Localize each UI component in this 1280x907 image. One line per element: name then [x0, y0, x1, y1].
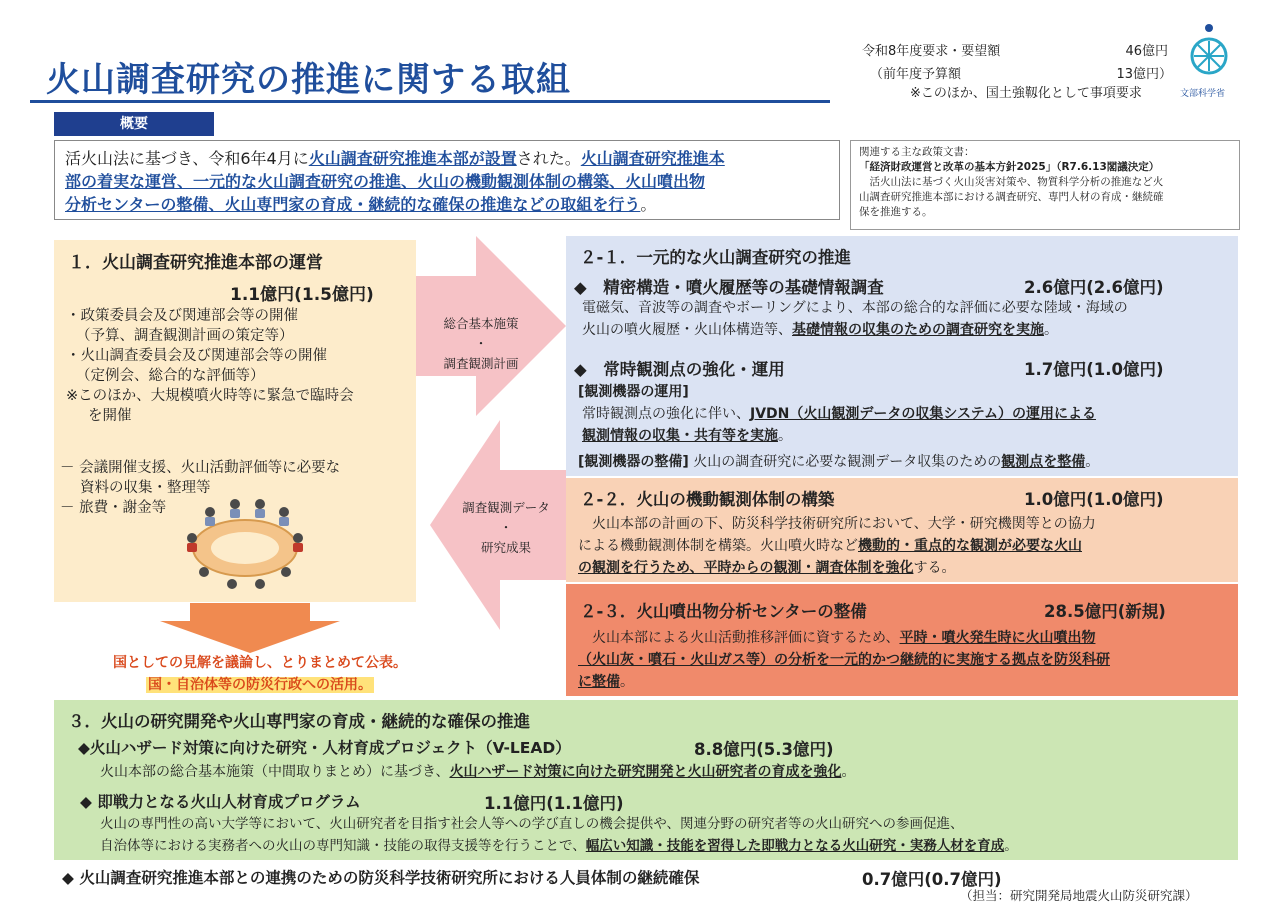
- overview-text: 。: [640, 195, 657, 214]
- body-text: 常時観測点の強化に伴い、: [582, 406, 750, 422]
- section-2-1-item-a-amount: 2.6億円(2.6億円): [1024, 278, 1164, 297]
- arrow-left-label: [446, 498, 566, 558]
- emphasis-text: に整備: [578, 674, 620, 690]
- budget-note: ※このほか、国土強靱化として事項要求: [910, 86, 1142, 101]
- emphasis-text: 観測点を整備: [1001, 454, 1086, 470]
- body-text: 。: [778, 428, 792, 444]
- section-3-item-a-amount: 8.8億円(5.3億円): [694, 740, 834, 759]
- arrow-right-line: 調査観測計画: [443, 356, 519, 371]
- section-3-heading: ３．火山の研究開発や火山専門家の育成・継続的な確保の推進: [68, 712, 530, 731]
- logo-text: 文部科学省: [1180, 89, 1226, 99]
- emphasis-text: 幅広い知識・技能を習得した即戦力となる火山研究・実務人材を育成: [585, 838, 1005, 854]
- section-2-1-heading: ２-１．一元的な火山調査研究の推進: [580, 248, 851, 267]
- overview-highlight: 部の着実な運営、一元的な火山調査研究の推進、火山の機動観測体制の構築、火山噴出物: [65, 172, 706, 191]
- section-1-dash-line: － 旅費・謝金等: [60, 500, 167, 516]
- overview-text: 活火山法に基づき、令和6年4月に: [65, 149, 309, 168]
- budget-request-label: 令和8年度要求・要望額: [862, 44, 1001, 59]
- section-2-2-text: 火山本部の計画の下、防災科学技術研究所において、大学・研究機関等との協力: [592, 516, 1096, 532]
- section-2-1-sub-2: [578, 452, 1099, 472]
- policy-document-box: [850, 140, 1240, 230]
- body-text: 。: [1004, 838, 1018, 854]
- section-2-1-item-b-amount: 1.7億円(1.0億円): [1024, 360, 1164, 379]
- overview-highlight: 火山調査研究推進本: [580, 149, 725, 168]
- section-3-item-a-text: [100, 762, 855, 782]
- conclusion-line-2: 国・自治体等の防災行政への活用。: [148, 677, 372, 693]
- conclusion-line-1: 国としての見解を議論し、とりまとめて公表。: [113, 655, 407, 671]
- section-1-dash-line: － 会議開催支援、火山活動評価等に必要な: [60, 460, 341, 476]
- section-1-line: ※このほか、大規模噴火時等に緊急で臨時会: [66, 388, 354, 404]
- page-title: 火山調査研究の推進に関する取組: [46, 60, 571, 100]
- body-text: 。: [1044, 322, 1058, 338]
- body-text: 火山の調査研究に必要な観測データ収集のための: [693, 454, 1002, 470]
- overview-highlight: 火山調査研究推進本部が設置: [308, 149, 517, 168]
- footer-amount: 0.7億円(0.7億円): [862, 870, 1002, 889]
- section-2-3-heading: ２-３．火山噴出物分析センターの整備: [580, 602, 867, 621]
- conclusion-text: [60, 652, 460, 696]
- arrow-right-label: [416, 314, 546, 374]
- meeting-people-icon: [180, 490, 310, 595]
- body-text: 。: [620, 674, 634, 690]
- emphasis-text: 火山ハザード対策に向けた研究開発と火山研究者の育成を強化: [449, 764, 842, 780]
- section-3-item-b-amount: 1.1億円(1.1億円): [484, 794, 624, 813]
- section-3-item-b-text: [100, 836, 1018, 856]
- emphasis-text: の観測を行うため、平時からの観測・調査体制を強化: [578, 560, 914, 576]
- body-text: 火山本部による火山活動推移評価に資するため、: [592, 630, 900, 646]
- section-1-line: （予算、調査観測計画の策定等）: [76, 328, 294, 344]
- arrow-left-line: ・: [499, 520, 513, 535]
- budget-previous-amount: 13億円）: [1116, 67, 1172, 82]
- body-text: 火山本部の総合基本施策（中間取りまとめ）に基づき、: [100, 764, 450, 780]
- body-text: 。: [1085, 454, 1100, 470]
- section-2-1-sub-1: [観測機器の運用]: [578, 384, 689, 400]
- section-1-amount: 1.1億円(1.5億円): [230, 285, 374, 305]
- overview-highlight: 分析センターの整備、火山専門家の育成・継続的な確保の推進などの取組を行う: [65, 195, 641, 214]
- emphasis-text: 基礎情報の収集のための調査研究を実施: [792, 322, 1044, 338]
- section-3-item-b-title: ◆ 即戦力となる火山人材育成プログラム: [80, 793, 361, 811]
- arrow-right-line: ・: [474, 336, 488, 351]
- policy-line: 山調査研究推進本部における調査研究、専門人材の育成・継続確: [859, 191, 1164, 203]
- section-2-1-item-a-text: [582, 320, 1058, 340]
- section-1-dash-line: 資料の収集・整理等: [80, 480, 211, 496]
- mext-logo-icon: [1188, 22, 1230, 82]
- sub-heading: [観測機器の整備]: [578, 454, 689, 470]
- section-2-1-item-a-title: ◆ 精密構造・噴火履歴等の基礎情報調査: [574, 278, 884, 297]
- policy-line: 保を推進する。: [859, 206, 933, 218]
- section-2-3-text: [592, 628, 1095, 648]
- overview-box: [54, 140, 840, 220]
- section-2-3-amount: 28.5億円(新規): [1044, 602, 1166, 621]
- section-2-1-item-b-title: ◆ 常時観測点の強化・運用: [574, 360, 785, 379]
- footer-item: ◆ 火山調査研究推進本部との連携のための防災科学技術研究所における人員体制の継続確保: [62, 869, 700, 887]
- policy-line: 関連する主な政策文書：: [859, 146, 975, 158]
- section-2-1-item-b-text: [582, 426, 792, 446]
- footer-contact: （担当：研究開発局地震火山防災研究課）: [960, 888, 1198, 903]
- emphasis-text: JVDN（火山観測データの収集システム）の運用による: [750, 406, 1096, 422]
- budget-request: [862, 40, 1168, 59]
- section-1-line: ・政策委員会及び関連部会等の開催: [66, 308, 298, 324]
- emphasis-text: 観測情報の収集・共有等を実施: [582, 428, 778, 444]
- section-2-2-text: [578, 558, 955, 578]
- body-text: 。: [841, 764, 856, 780]
- policy-line: 「経済財政運営と改革の基本方針2025」（R7.6.13閣議決定）: [859, 161, 1160, 173]
- section-2-3-text: [578, 672, 634, 692]
- budget-request-amount: 46億円: [1125, 44, 1168, 59]
- emphasis-text: （火山灰・噴石・火山ガス等）の分析を一元的かつ継続的に実施する拠点を防災科研: [578, 652, 1110, 668]
- body-text: 火山の噴火履歴・火山体構造等、: [582, 322, 792, 338]
- body-text: による機動観測体制を構築。火山噴火時など: [578, 538, 858, 554]
- section-1-items: [66, 306, 406, 426]
- arrow-left-line: 調査観測データ: [462, 500, 550, 515]
- body-text: する。: [913, 560, 956, 576]
- emphasis-text: 機動的・重点的な観測が必要な火山: [858, 538, 1082, 554]
- section-1-line: （定例会、総合的な評価等）: [76, 368, 265, 384]
- section-2-2-text: [578, 536, 1082, 556]
- budget-previous: [870, 63, 1172, 82]
- section-3-item-b-text: 火山の専門性の高い大学等において、火山研究者を目指す社会人等への学び直しの機会提供や、関連分野の研究者等の火山研究への参画促進、: [100, 816, 964, 832]
- policy-line: 活火山法に基づく火山災害対策や、物質科学分析の推進など火: [859, 176, 1164, 188]
- body-text: 自治体等における実務者への火山の専門知識・技能の取得支援等を行うことで、: [100, 838, 586, 854]
- section-2-1-item-b-text: [582, 404, 1096, 424]
- section-2-1-item-a-text: 電磁気、音波等の調査やボーリングにより、本部の総合的な評価に必要な陸域・海域の: [582, 300, 1128, 316]
- section-3-item-a-title: ◆火山ハザード対策に向けた研究・人材育成プロジェクト（V-LEAD）: [78, 739, 571, 757]
- section-2-2-heading: ２-２．火山の機動観測体制の構築: [580, 490, 835, 509]
- section-2-2-amount: 1.0億円(1.0億円): [1024, 490, 1164, 509]
- emphasis-text: 平時・噴火発生時に火山噴出物: [899, 630, 1096, 646]
- arrow-left-line: 研究成果: [480, 540, 531, 555]
- section-1-line: を開催: [88, 408, 132, 424]
- down-arrow-icon: [160, 603, 340, 653]
- budget-previous-label: （前年度予算額: [870, 67, 962, 82]
- section-2-3-text: [578, 650, 1110, 670]
- section-1-heading: １．火山調査研究推進本部の運営: [68, 253, 323, 273]
- arrow-right-line: 総合基本施策: [443, 316, 519, 331]
- section-1-line: ・火山調査委員会及び関連部会等の開催: [66, 348, 327, 364]
- overview-text: された。: [516, 149, 581, 168]
- title-underline: [30, 100, 830, 103]
- overview-tag: 概要: [54, 112, 214, 136]
